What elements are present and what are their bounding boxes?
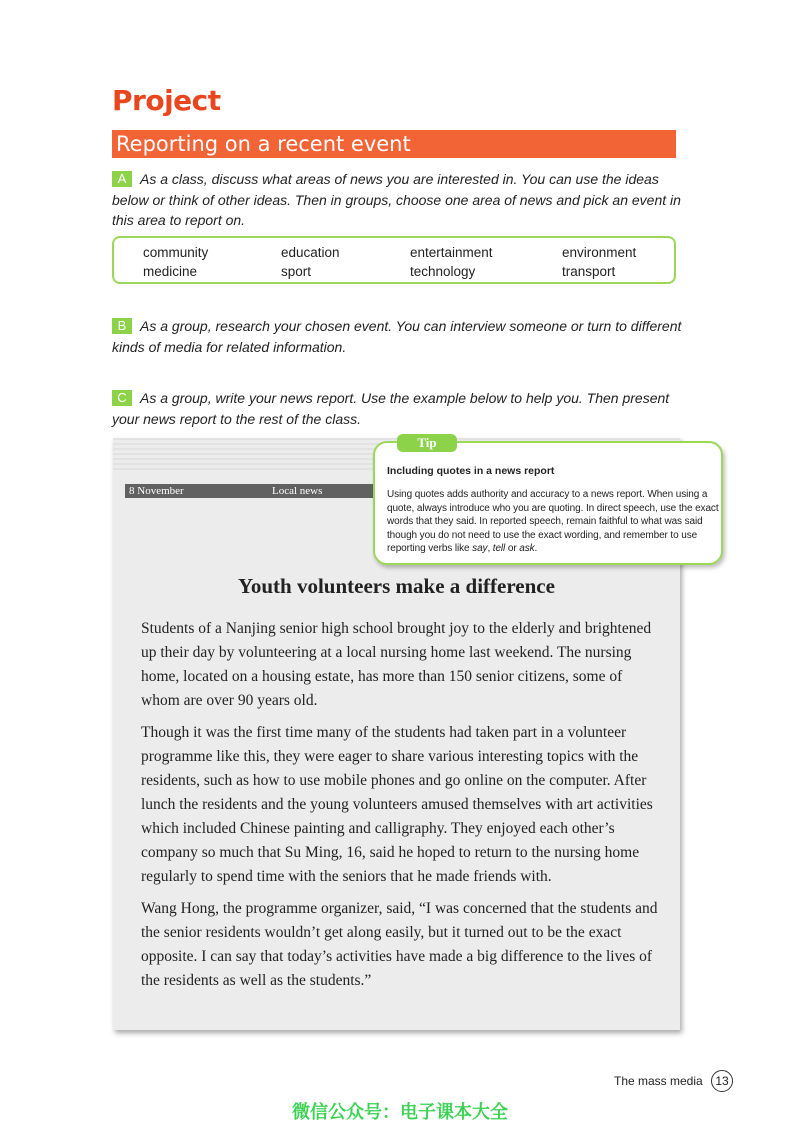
article-paragraph: Though it was the first time many of the students had taken part in a volunteer programme like this, they were eager to share various interesting topics with the residents, such as how to use mobile phones and go online on the computer. After lunch the residents and the young volunteers amused themselves with art activities which included Chinese painting and calligraphy. They enjoyed each other’s company so much that Su Ming, 16, said he hoped to return to the nursing home regularly to spend time with the seniors that he made friends with. xyxy=(141,724,653,885)
task-c xyxy=(112,388,682,429)
task-letter-a: A xyxy=(112,171,132,187)
tip-box xyxy=(373,435,723,565)
word-item: medicine xyxy=(143,264,198,279)
article-body xyxy=(141,617,661,1001)
newspaper-dateline xyxy=(125,484,375,498)
tip-label: Tip xyxy=(397,434,457,452)
task-a xyxy=(112,169,682,231)
word-item: transport xyxy=(562,264,616,279)
newspaper-section: Local news xyxy=(272,485,323,497)
tip-verb: say xyxy=(472,543,488,554)
page-title: Project xyxy=(112,84,221,117)
tip-heading: Including quotes in a news report xyxy=(387,465,555,477)
newspaper-date: 8 November xyxy=(129,485,184,497)
task-c-text: As a group, write your news report. Use the example below to help you. Then present your news report to the rest of the class. xyxy=(112,390,670,427)
watermark: 微信公众号：电子课本大全 xyxy=(292,1102,508,1123)
article-paragraph: Wang Hong, the programme organizer, said, “I was concerned that the students and the senior residents wouldn’t get along easily, but it turned out to be the exact opposite. I can say that today’s activities have made a big difference to the lives of the residents as well as the students.” xyxy=(141,900,658,989)
tip-verb: tell xyxy=(492,543,506,554)
article-headline: Youth volunteers make a difference xyxy=(238,574,555,598)
task-letter-c: C xyxy=(112,390,132,406)
word-item: education xyxy=(281,245,340,260)
word-item: environment xyxy=(562,245,637,260)
word-item: technology xyxy=(410,264,476,279)
word-item: sport xyxy=(281,264,312,279)
word-item: community xyxy=(143,245,209,260)
tip-verb: ask xyxy=(519,543,535,554)
tip-body-text: Using quotes adds authority and accuracy to a news report. When using a quote, always introduce who you are quoting. In direct speech, use the exact words that they said. In reported speech, remain faithful to what was said though you do not need to use the exact wording, and remember to use reporting verbs like xyxy=(387,489,719,554)
tip-separator: or xyxy=(505,543,520,554)
tip-body xyxy=(387,488,719,556)
page-number: 13 xyxy=(711,1070,733,1092)
tip-separator: , xyxy=(487,543,493,554)
task-b xyxy=(112,316,682,357)
task-letter-b: B xyxy=(112,318,132,334)
section-title: Reporting on a recent event xyxy=(112,130,676,158)
footer-unit-label: The mass media xyxy=(614,1074,703,1088)
word-item: entertainment xyxy=(410,245,493,260)
tip-end: . xyxy=(534,543,538,554)
task-a-text: As a class, discuss what areas of news you are interested in. You can use the ideas below or think of other ideas. Then in groups, choose one area of news and pick an event in this area to report on. xyxy=(112,171,681,228)
word-box xyxy=(112,236,676,284)
task-b-text: As a group, research your chosen event. You can interview someone or turn to different kinds of media for related information. xyxy=(112,318,682,355)
article-paragraph: Students of a Nanjing senior high school brought joy to the elderly and brightened up their day by volunteering at a local nursing home last weekend. The nursing home, located on a housing estate, has more than 150 senior citizens, some of whom are over 90 years old. xyxy=(141,620,652,709)
